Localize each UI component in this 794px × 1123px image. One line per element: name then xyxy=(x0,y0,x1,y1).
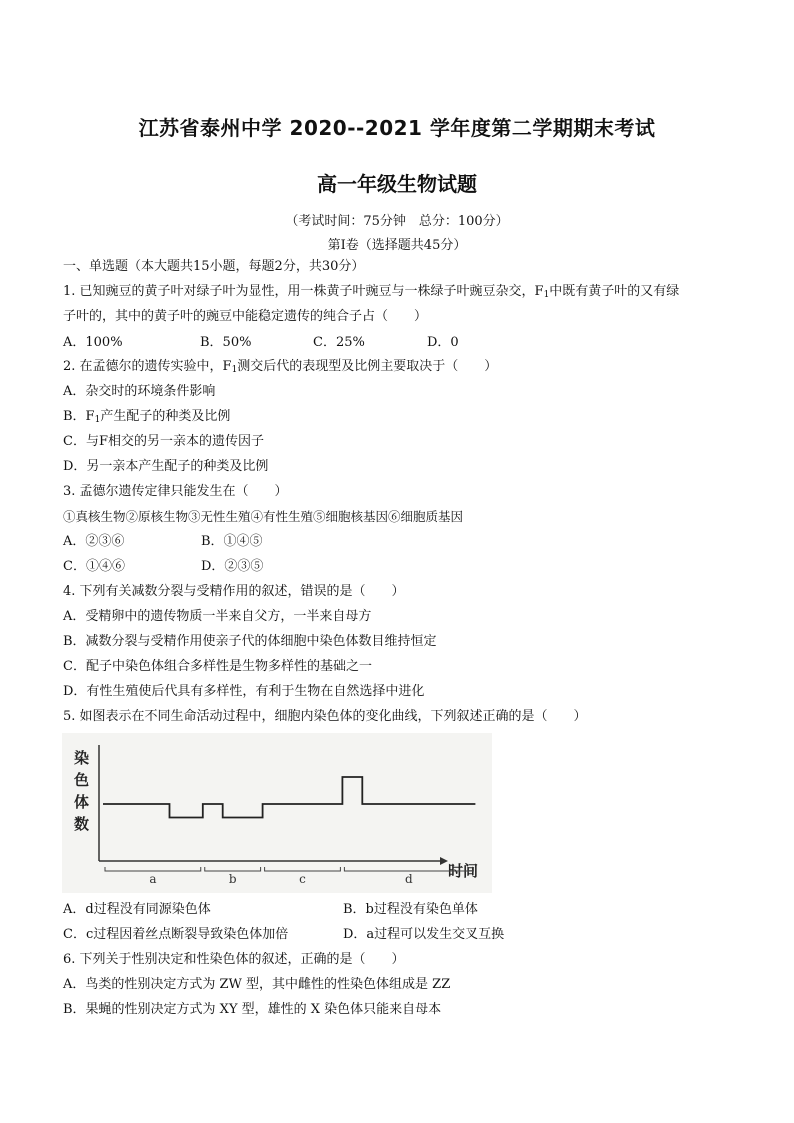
segment-bracket-b xyxy=(205,867,261,871)
q2-stem-sub: 1 xyxy=(231,365,238,375)
chromosome-chart xyxy=(62,733,492,893)
exam-title: 江苏省泰州中学 2020--2021 学年度第二学期期末考试 xyxy=(138,116,656,140)
x-axis-arrow xyxy=(440,857,448,865)
q3-option-a: A．②③⑥ xyxy=(63,534,125,549)
question-3-stem: 3. 孟德尔遗传定律只能发生在（ ） xyxy=(63,484,288,499)
q1-stem-part-b: 中既有黄子叶的又有绿 xyxy=(549,284,680,299)
q6-option-a: A．鸟类的性别决定方式为 ZW 型，其中雌性的性染色体组成是 ZZ xyxy=(63,977,451,992)
question-1-stem-line2: 子叶的，其中的黄子叶的豌豆中能稳定遗传的纯合子占（ ） xyxy=(63,309,428,324)
q4-option-d: D．有性生殖使后代具有多样性，有利于生物在自然选择中进化 xyxy=(63,684,425,699)
q4-option-c: C．配子中染色体组合多样性是生物多样性的基础之一 xyxy=(63,659,372,674)
y-label-char-3: 体 xyxy=(74,793,90,811)
segment-label-d: d xyxy=(405,872,413,886)
q1-stem-sub: 1 xyxy=(543,290,550,300)
exam-info: （考试时间：75分钟 总分：100分） xyxy=(285,214,509,229)
question-5-stem: 5. 如图表示在不同生命活动过程中，细胞内染色体的变化曲线，下列叙述正确的是（ ） xyxy=(63,709,587,724)
question-3-items: ①真核生物②原核生物③无性生殖④有性生殖⑤细胞核基因⑥细胞质基因 xyxy=(63,509,464,524)
q3-option-b: B．①④⑤ xyxy=(201,534,263,549)
q2-option-b-part-b: 产生配子的种类及比例 xyxy=(100,409,231,424)
q2-option-b-part-a: B．F xyxy=(63,409,95,424)
segment-label-a: a xyxy=(149,872,157,886)
volume-heading: 第Ⅰ卷（选择题共45分） xyxy=(327,238,467,253)
segment-bracket-a xyxy=(105,867,201,871)
q2-option-d: D．另一亲本产生配子的种类及比例 xyxy=(63,459,269,474)
q3-option-c: C．①④⑥ xyxy=(63,559,125,574)
q2-option-c: C．与F相交的另一亲本的遗传因子 xyxy=(63,434,264,449)
question-4-stem: 4. 下列有关减数分裂与受精作用的叙述，错误的是（ ） xyxy=(63,584,405,599)
chromosome-step-line xyxy=(103,777,475,818)
q5-option-a: A．d过程没有同源染色体 xyxy=(63,902,211,917)
q1-option-b: B．50% xyxy=(200,335,252,350)
x-axis-label: 时间 xyxy=(448,862,479,880)
y-label-char-1: 染 xyxy=(74,749,90,767)
segment-bracket-c xyxy=(265,867,341,871)
q2-stem-part-b: 测交后代的表现型及比例主要取决于（ ） xyxy=(237,359,498,374)
question-6-stem: 6. 下列关于性别决定和性染色体的叙述，正确的是（ ） xyxy=(63,952,405,967)
question-2-stem xyxy=(63,358,497,379)
q5-option-b: B．b过程没有染色单体 xyxy=(343,902,478,917)
q4-option-b: B．减数分裂与受精作用使亲子代的体细胞中染色体数目维持恒定 xyxy=(63,634,437,649)
q1-option-a: A．100% xyxy=(63,335,123,350)
q1-stem-part-a: 1. 已知豌豆的黄子叶对绿子叶为显性，用一株黄子叶豌豆与一株绿子叶豌豆杂交，F xyxy=(63,284,544,299)
chromosome-chart-svg xyxy=(62,733,492,893)
q2-option-a: A．杂交时的环境条件影响 xyxy=(63,384,216,399)
q2-option-b xyxy=(63,408,230,429)
segment-label-b: b xyxy=(228,872,237,886)
q4-option-a: A．受精卵中的遗传物质一半来自父方，一半来自母方 xyxy=(63,609,372,624)
section-heading: 一、单选题（本大题共15小题，每题2分，共30分） xyxy=(63,259,365,274)
y-label-char-4: 数 xyxy=(74,815,90,833)
q6-option-b: B．果蝇的性别决定方式为 XY 型，雄性的 X 染色体只能来自母本 xyxy=(63,1002,442,1017)
q1-option-d: D．0 xyxy=(427,335,459,350)
q1-option-c: C．25% xyxy=(313,335,365,350)
y-axis-label xyxy=(73,749,89,833)
y-label-char-2: 色 xyxy=(74,771,90,789)
q5-option-c: C．c过程因着丝点断裂导致染色体加倍 xyxy=(63,927,289,942)
exam-subtitle: 高一年级生物试题 xyxy=(317,172,477,196)
q2-stem-part-a: 2. 在孟德尔的遗传实验中，F xyxy=(63,359,232,374)
q2-option-b-sub: 1 xyxy=(94,415,101,425)
q5-option-d: D．a过程可以发生交叉互换 xyxy=(343,927,505,942)
q3-option-d: D．②③⑤ xyxy=(201,559,264,574)
question-1-stem xyxy=(63,283,679,304)
segment-label-c: c xyxy=(299,872,306,886)
